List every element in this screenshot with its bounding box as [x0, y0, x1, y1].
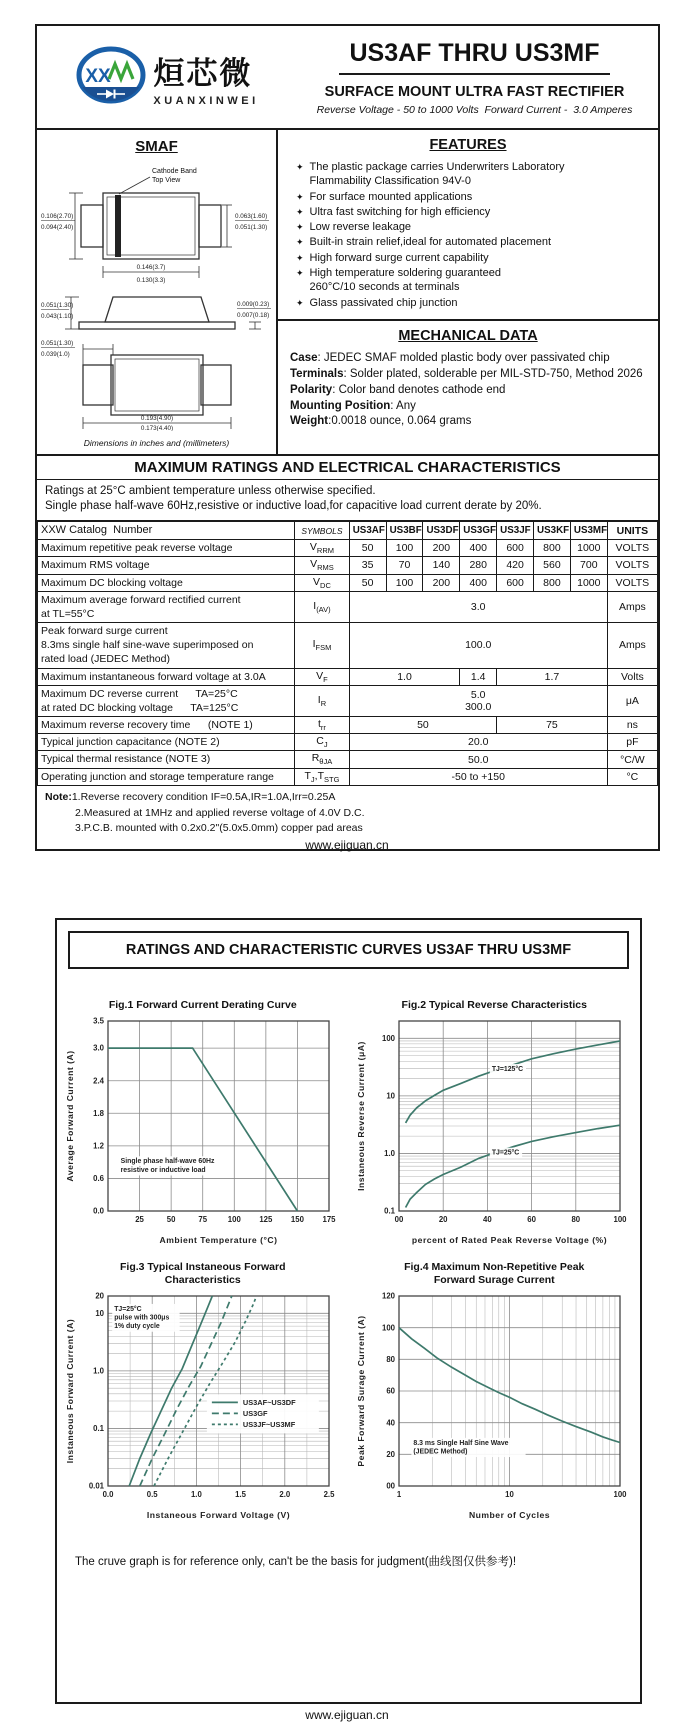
- svg-text:3.0: 3.0: [92, 1043, 104, 1053]
- symbol-cell: $T_J,T_{STG}$: [295, 768, 350, 785]
- svg-text:1% duty cycle: 1% duty cycle: [113, 1323, 160, 1331]
- note-line: 3.P.C.B. mounted with 0.2x0.2"(5.0x5.0mm) copper pad areas: [75, 822, 363, 835]
- svg-text:60: 60: [527, 1215, 537, 1224]
- dim-lines-side: [65, 297, 261, 329]
- mechanical-title: MECHANICAL DATA: [398, 327, 538, 344]
- svg-text:0.5: 0.5: [146, 1490, 158, 1499]
- svg-text:0.106(2.70): 0.106(2.70): [41, 213, 74, 220]
- svg-text:125: 125: [259, 1215, 273, 1224]
- svg-text:US3JF~US3MF: US3JF~US3MF: [242, 1420, 295, 1429]
- symbol-cell: $I_{FSM}$: [295, 623, 350, 669]
- svg-text:0.051(1.30): 0.051(1.30): [41, 302, 74, 309]
- y-axis-label: Average Forward Current (A): [64, 1050, 75, 1182]
- svg-text:0.193(4.90): 0.193(4.90): [140, 415, 174, 422]
- datasheet-page-1: [35, 24, 660, 851]
- fig2-chart: [355, 1015, 633, 1252]
- device-column-header: US3BF: [386, 522, 423, 540]
- svg-text:2.5: 2.5: [323, 1490, 335, 1499]
- table-row: Peak forward surge current 8.3ms single half sine-wave superimposed on rated load (JEDEC Method) $I_{FSM}$ 100.0 Amps: [38, 623, 658, 669]
- package-footnote: Dimensions in inches and (millimeters): [83, 438, 230, 448]
- symbol-cell: $V_{RRM}$: [295, 540, 350, 557]
- feature-bullet-icon: ✦: [296, 206, 304, 217]
- feature-item: ✦ For surface mounted applications: [296, 190, 473, 203]
- table-header-row: XXW Catalog Number SYMBOLS US3AF US3BF US3DF US3GF US3JF US3KF US3MF UNITS: [38, 522, 658, 540]
- svg-text:0.1: 0.1: [384, 1206, 396, 1216]
- table-row: Maximum reverse recovery time (NOTE 1) $t_{rr}$ 50 75 ns: [38, 717, 658, 734]
- svg-text:0.009(0.23): 0.009(0.23): [237, 301, 270, 308]
- features-section: [278, 130, 658, 321]
- symbol-cell: $R_{\theta JA}$: [295, 751, 350, 768]
- grid-minor: [399, 1041, 620, 1194]
- legend: [207, 1394, 319, 1433]
- symbol-cell: $t_{rr}$: [295, 717, 350, 734]
- annotation: [490, 1064, 526, 1075]
- fig4-svg: [355, 1290, 633, 1522]
- svg-text:80: 80: [386, 1354, 396, 1364]
- mechanical-section: [278, 321, 658, 454]
- svg-text:US3AF~US3DF: US3AF~US3DF: [242, 1398, 296, 1407]
- conditions-line1: Ratings at 25°C ambient temperature unless otherwise specified.: [45, 485, 376, 497]
- curves-title: RATINGS AND CHARACTERISTIC CURVES US3AF THRU US3MF: [68, 931, 629, 969]
- x-axis-label: Number of Cycles: [469, 1510, 551, 1520]
- cathode-label-line1: Cathode Band: [152, 168, 197, 175]
- svg-text:0.1: 0.1: [92, 1424, 104, 1434]
- dim-top-left: [41, 213, 75, 231]
- svg-text:0.146(3.7): 0.146(3.7): [136, 264, 166, 271]
- doc-tagline: Reverse Voltage - 50 to 1000 Volts Forward Current - 3.0 Amperes: [316, 103, 633, 116]
- fig3-chart: [64, 1290, 342, 1527]
- symbol-cell: $V_{DC}$: [295, 574, 350, 591]
- curves-disclaimer: The cruve graph is for reference only, can't be the basis for judgment(曲线图仅供参考)!: [75, 1556, 517, 1568]
- svg-text:(JEDEC Method): (JEDEC Method): [413, 1448, 468, 1456]
- site-url-footer-2: www.ejiguan.cn: [305, 1708, 389, 1722]
- symbol-cell: $C_J$: [295, 734, 350, 751]
- svg-text:0.043(1.10): 0.043(1.10): [41, 313, 74, 320]
- svg-text:175: 175: [322, 1215, 336, 1224]
- mechanical-line: Polarity: Color band denotes cathode end: [290, 383, 506, 396]
- svg-text:0.094(2.40): 0.094(2.40): [41, 224, 74, 231]
- x-axis-label: percent of Rated Peak Reverse Voltage (%): [412, 1235, 608, 1245]
- fig3-title: Fig.3 Typical Instaneous Forward Characteristics: [119, 1260, 286, 1287]
- svg-text:2.0: 2.0: [279, 1490, 290, 1499]
- svg-text:10: 10: [505, 1490, 515, 1499]
- svg-text:1.2: 1.2: [92, 1141, 104, 1151]
- notes-section: Note:1.Reverse recovery condition IF=0.5A,IR=1.0A,Irr=0.25A 2.Measured at 1MHz and applied reverse voltage of 4.0V D.C. 3.P.C.B. mounted with 0.2x0.2"(5.0x5.0mm) copper pad areas: [37, 786, 658, 849]
- annotation: [490, 1148, 522, 1159]
- annotation: [118, 1156, 228, 1175]
- svg-text:1.5: 1.5: [234, 1490, 246, 1499]
- mechanical-line: Terminals: Solder plated, solderable per MIL-STD-750, Method 2026: [290, 367, 643, 380]
- symbol-cell: $V_{RMS}$: [295, 557, 350, 574]
- svg-text:00: 00: [386, 1481, 396, 1491]
- dim-body-width: [137, 264, 166, 284]
- dim-pad-width: [41, 340, 75, 358]
- svg-text:0.039(1.0): 0.039(1.0): [41, 351, 70, 358]
- svg-text:8.3 ms Single Half Sine Wave: 8.3 ms Single Half Sine Wave: [413, 1439, 509, 1447]
- device-column-header: US3JF: [497, 522, 534, 540]
- ratings-title: MAXIMUM RATINGS AND ELECTRICAL CHARACTERISTICS: [37, 454, 658, 480]
- svg-text:80: 80: [571, 1215, 581, 1224]
- features-list: [288, 160, 648, 310]
- svg-text:120: 120: [382, 1291, 396, 1301]
- svg-text:TJ=25°C: TJ=25°C: [492, 1149, 520, 1157]
- y-axis-label: Instaneous Forward Current (A): [64, 1318, 75, 1464]
- y-axis-label: Instaneous Reverse Current (μA): [356, 1041, 367, 1191]
- package-top-view: [81, 193, 221, 259]
- symbol-cell: $I_R$: [295, 685, 350, 716]
- dim-standoff: [237, 301, 271, 319]
- svg-text:00: 00: [394, 1215, 404, 1224]
- x-axis-label: Ambient Temperature (°C): [159, 1235, 278, 1245]
- svg-text:100: 100: [382, 1033, 396, 1043]
- svg-text:pulse with 300μs: pulse with 300μs: [113, 1314, 170, 1322]
- fig3-panel: [57, 1258, 349, 1527]
- tick-labels: [382, 1034, 627, 1224]
- series-TJ=125°C: [406, 1041, 620, 1123]
- svg-text:0.063(1.60): 0.063(1.60): [235, 213, 268, 220]
- svg-text:100: 100: [613, 1215, 627, 1224]
- svg-text:25: 25: [134, 1215, 144, 1224]
- logo-text: XX: [85, 66, 112, 87]
- fig1-panel: [57, 983, 349, 1252]
- svg-text:20: 20: [95, 1291, 104, 1301]
- svg-text:1.0: 1.0: [384, 1149, 396, 1159]
- svg-text:0.0: 0.0: [102, 1490, 114, 1499]
- svg-text:1.8: 1.8: [92, 1108, 104, 1118]
- doc-title: US3AF THRU US3MF: [339, 39, 609, 75]
- svg-text:0.01: 0.01: [88, 1481, 104, 1491]
- charts-grid: [57, 983, 640, 1527]
- brand-logo: [37, 26, 297, 128]
- table-row: Maximum DC reverse current TA=25°C at rated DC blocking voltage TA=125°C $I_R$ 5.0 300.0 μA: [38, 685, 658, 716]
- table-row: Maximum DC blocking voltage $V_{DC}$ 50 100 200 400 600 800 1000 VOLTS: [38, 574, 658, 591]
- svg-text:60: 60: [386, 1386, 396, 1396]
- table-row: Maximum repetitive peak reverse voltage $V_{RRM}$ 50 100 200 400 600 800 1000 VOLTS: [38, 540, 658, 557]
- svg-text:0.0: 0.0: [92, 1206, 104, 1216]
- fig1-title: Fig.1 Forward Current Derating Curve: [108, 999, 297, 1012]
- feature-bullet-icon: ✦: [296, 191, 304, 202]
- svg-text:0.130(3.3): 0.130(3.3): [136, 277, 166, 284]
- svg-text:40: 40: [386, 1418, 396, 1428]
- fig3-svg: [64, 1290, 342, 1522]
- svg-text:0.051(1.30): 0.051(1.30): [41, 340, 74, 347]
- device-column-header: US3KF: [534, 522, 571, 540]
- grid-major: [108, 1021, 329, 1211]
- fig1-svg: [64, 1015, 342, 1247]
- feature-bullet-icon: ✦: [296, 162, 304, 172]
- mechanical-lines: [290, 351, 646, 430]
- symbol-cell: $V_F$: [295, 668, 350, 685]
- fig2-title: Fig.2 Typical Reverse Characteristics: [401, 999, 587, 1012]
- device-column-header: US3AF: [349, 522, 386, 540]
- feature-item: ✦ Low reverse leakage: [296, 221, 412, 234]
- svg-text:100: 100: [613, 1490, 627, 1499]
- feature-item: ✦ Glass passivated chip junction: [296, 296, 458, 309]
- svg-text:TJ=25°C: TJ=25°C: [113, 1305, 142, 1313]
- grid-major: [399, 1021, 620, 1211]
- svg-text:1: 1: [397, 1490, 402, 1499]
- device-column-header: US3GF: [460, 522, 497, 540]
- brand-name-en: XUANXINWEI: [153, 94, 259, 107]
- y-axis-label: Peak Forward Surage Current (A): [356, 1315, 367, 1467]
- fig4-chart: [355, 1290, 633, 1527]
- mechanical-line: Case: JEDEC SMAF molded plastic body over passivated chip: [290, 351, 610, 364]
- svg-text:Single phase half-wave 60Hz: Single phase half-wave 60Hz: [120, 1158, 215, 1166]
- feature-bullet-icon: ✦: [296, 252, 304, 263]
- svg-text:0.6: 0.6: [92, 1174, 104, 1184]
- dim-top-right: [235, 213, 269, 231]
- features-title: FEATURES: [429, 137, 507, 153]
- fig2-svg: [355, 1015, 633, 1247]
- package-bottom-view: [83, 355, 231, 415]
- table-row: Maximum instantaneous forward voltage at 3.0A $V_F$ 1.0 1.4 1.7 Volts: [38, 668, 658, 685]
- feature-item: ✦ Ultra fast switching for high efficiency: [296, 205, 491, 218]
- dim-side-height: [41, 302, 73, 320]
- x-axis-label: Instaneous Forward Voltage (V): [146, 1510, 290, 1520]
- svg-text:1.0: 1.0: [190, 1490, 202, 1499]
- svg-text:0.051(1.30): 0.051(1.30): [235, 224, 268, 231]
- svg-text:40: 40: [483, 1215, 492, 1224]
- fig1-chart: [64, 1015, 342, 1252]
- fig4-title: Fig.4 Maximum Non-Repetitive Peak Forward Surage Current: [404, 1260, 585, 1287]
- svg-text:10: 10: [386, 1091, 396, 1101]
- fig4-panel: [349, 1258, 641, 1527]
- svg-text:75: 75: [198, 1215, 207, 1224]
- feature-item: ✦ High forward surge current capability: [296, 251, 489, 264]
- symbol-cell: $I_{(AV)}$: [295, 591, 350, 622]
- fig2-panel: [349, 983, 641, 1252]
- cathode-band: [115, 195, 121, 257]
- package-name: SMAF: [135, 138, 178, 155]
- conditions-line2: Single phase half-wave 60Hz,resistive or inductive load,for capacitive load current derate by 20%.: [45, 500, 542, 513]
- mechanical-line: Mounting Position: Any: [290, 399, 416, 412]
- table-row: Operating junction and storage temperature range $T_J,T_{STG}$ -50 to +150 °C: [38, 768, 658, 785]
- brand-name-cn: 烜芯微: [153, 55, 253, 91]
- annotation: [112, 1304, 179, 1332]
- ratings-conditions: [37, 480, 658, 521]
- svg-text:TJ=125°C: TJ=125°C: [492, 1066, 524, 1074]
- package-panel: [37, 130, 278, 454]
- cathode-label-line2: Top View: [152, 177, 181, 184]
- svg-text:0.007(0.18): 0.007(0.18): [237, 312, 270, 319]
- package-side-view: [79, 297, 235, 329]
- svg-text:150: 150: [290, 1215, 304, 1224]
- company-logo-icon: [75, 46, 147, 108]
- feature-bullet-icon: ✦: [296, 237, 304, 248]
- feature-item: ✦ Built-in strain relief,ideal for automated placement: [296, 236, 552, 249]
- svg-text:100: 100: [227, 1215, 241, 1224]
- package-diagram: [39, 159, 274, 431]
- svg-text:1.0: 1.0: [92, 1366, 104, 1376]
- svg-text:50: 50: [166, 1215, 176, 1224]
- doc-subtitle: SURFACE MOUNT ULTRA FAST RECTIFIER: [324, 83, 625, 100]
- table-row: Maximum average forward rectified current at TL=55°C $I_{(AV)}$ 3.0 Amps: [38, 591, 658, 622]
- table-row: Typical thermal resistance (NOTE 3) $R_{\theta JA}$ 50.0 °C/W: [38, 751, 658, 768]
- svg-text:3.5: 3.5: [92, 1016, 104, 1026]
- table-row: Maximum RMS voltage $V_{RMS}$ 35 70 140 280 420 560 700 VOLTS: [38, 557, 658, 574]
- svg-text:10: 10: [95, 1308, 104, 1318]
- svg-text:100: 100: [382, 1323, 396, 1333]
- note-line: 2.Measured at 1MHz and applied reverse voltage of 4.0V D.C.: [75, 806, 365, 819]
- note-line: 1.Reverse recovery condition IF=0.5A,IR=1.0A,Irr=0.25A: [71, 790, 336, 803]
- svg-text:20: 20: [439, 1215, 448, 1224]
- mechanical-line: Weight:0.0018 ounce, 0.064 grams: [290, 415, 472, 428]
- feature-item: ✦ High temperature soldering guaranteed 260°C/10 seconds at terminals: [296, 267, 501, 294]
- svg-text:US3GF: US3GF: [242, 1409, 268, 1418]
- svg-text:resistive or inductive load: resistive or inductive load: [120, 1166, 206, 1174]
- datasheet-page-2: [55, 918, 642, 1704]
- site-url-footer-1: www.ejiguan.cn: [305, 838, 389, 852]
- feature-bullet-icon: ✦: [296, 297, 304, 308]
- svg-text:20: 20: [386, 1449, 396, 1459]
- feature-bullet-icon: ✦: [296, 222, 304, 233]
- annotation: [412, 1438, 526, 1457]
- device-column-header: US3DF: [423, 522, 460, 540]
- table-row: Typical junction capacitance (NOTE 2) $C_J$ 20.0 pF: [38, 734, 658, 751]
- ratings-table: [37, 521, 658, 785]
- svg-text:0.173(4.40): 0.173(4.40): [140, 425, 174, 431]
- svg-text:2.4: 2.4: [92, 1076, 104, 1086]
- device-column-header: US3MF: [570, 522, 607, 540]
- header: [37, 26, 658, 130]
- feature-item: ✦ The plastic package carries Underwriters Laboratory Flammability Classification 94V-0: [296, 161, 565, 188]
- feature-bullet-icon: ✦: [296, 268, 304, 279]
